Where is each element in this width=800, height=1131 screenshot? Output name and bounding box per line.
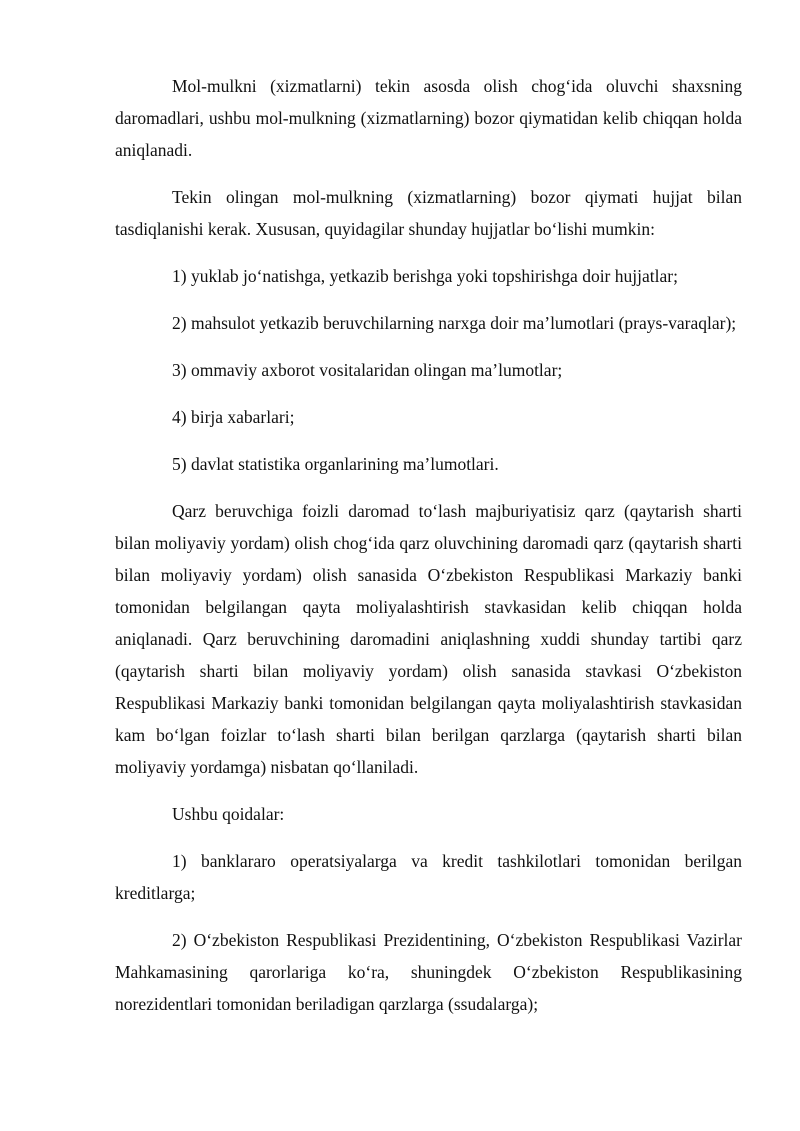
list-item-exchange-news: 4) birja xabarlari; — [172, 407, 295, 427]
list-item-price-lists: 2) mahsulot yetkazib beruvchilarning narxga doir ma’lumotlari (prays-varaqlar); — [172, 313, 737, 333]
list-item-interbank-operations: 1) banklararo operatsiyalarga va kredit tashkilotlari tomonidan berilgan kreditlarga; — [115, 851, 742, 903]
list-item-state-statistics: 5) davlat statistika organlarining ma’lumotlari. — [172, 454, 499, 474]
document-page — [115, 70, 742, 1035]
paragraph-rules-intro: Ushbu qoidalar: — [172, 804, 285, 824]
list-item-government-loans: 2) O‘zbekiston Respublikasi Prezidentining, O‘zbekiston Respublikasi Vazirlar Mahkamasining qarorlariga ko‘ra, shuningdek O‘zbekiston Respublikasining norezidentlari tomonidan beriladigan qarzlarga (ssudalarga); — [115, 930, 742, 1014]
list-item-shipping-documents: 1) yuklab jo‘natishga, yetkazib berishga yoki topshirishga doir hujjatlar; — [172, 266, 678, 286]
paragraph-free-property-income: Mol-mulkni (xizmatlarni) tekin asosda olish chog‘ida oluvchi shaxsning daromadlari, ushbu mol-mulkning (xizmatlarning) bozor qiymatidan kelib chiqqan holda aniqlanadi. — [115, 76, 742, 160]
list-item-mass-media: 3) ommaviy axborot vositalaridan olingan ma’lumotlar; — [172, 360, 563, 380]
paragraph-interest-free-loan: Qarz beruvchiga foizli daromad to‘lash majburiyatisiz qarz (qaytarish sharti bilan moliyaviy yordam) olish chog‘ida qarz oluvchining daromadi qarz (qaytarish sharti bilan moliyaviy yordam) olish sanasida O‘zbekiston Respublikasi Markaziy banki tomonidan belgilangan qayta moliyalashtirish stavkasidan kelib chiqqan holda aniqlanadi. Qarz beruvchining daromadini aniqlashning xuddi shunday tartibi qarz (qaytarish sharti bilan moliyaviy yordam) olish sanasida stavkasi O‘zbekiston Respublikasi Markaziy banki tomonidan belgilangan qayta moliyalashtirish stavkasidan kam bo‘lgan foizlar to‘lash sharti bilan berilgan qarzlarga (qaytarish sharti bilan moliyaviy yordamga) nisbatan qo‘llaniladi. — [115, 501, 742, 777]
paragraph-market-value-documents: Tekin olingan mol-mulkning (xizmatlarning) bozor qiymati hujjat bilan tasdiqlanishi kerak. Xususan, quyidagilar shunday hujjatlar bo‘lishi mumkin: — [115, 187, 742, 239]
